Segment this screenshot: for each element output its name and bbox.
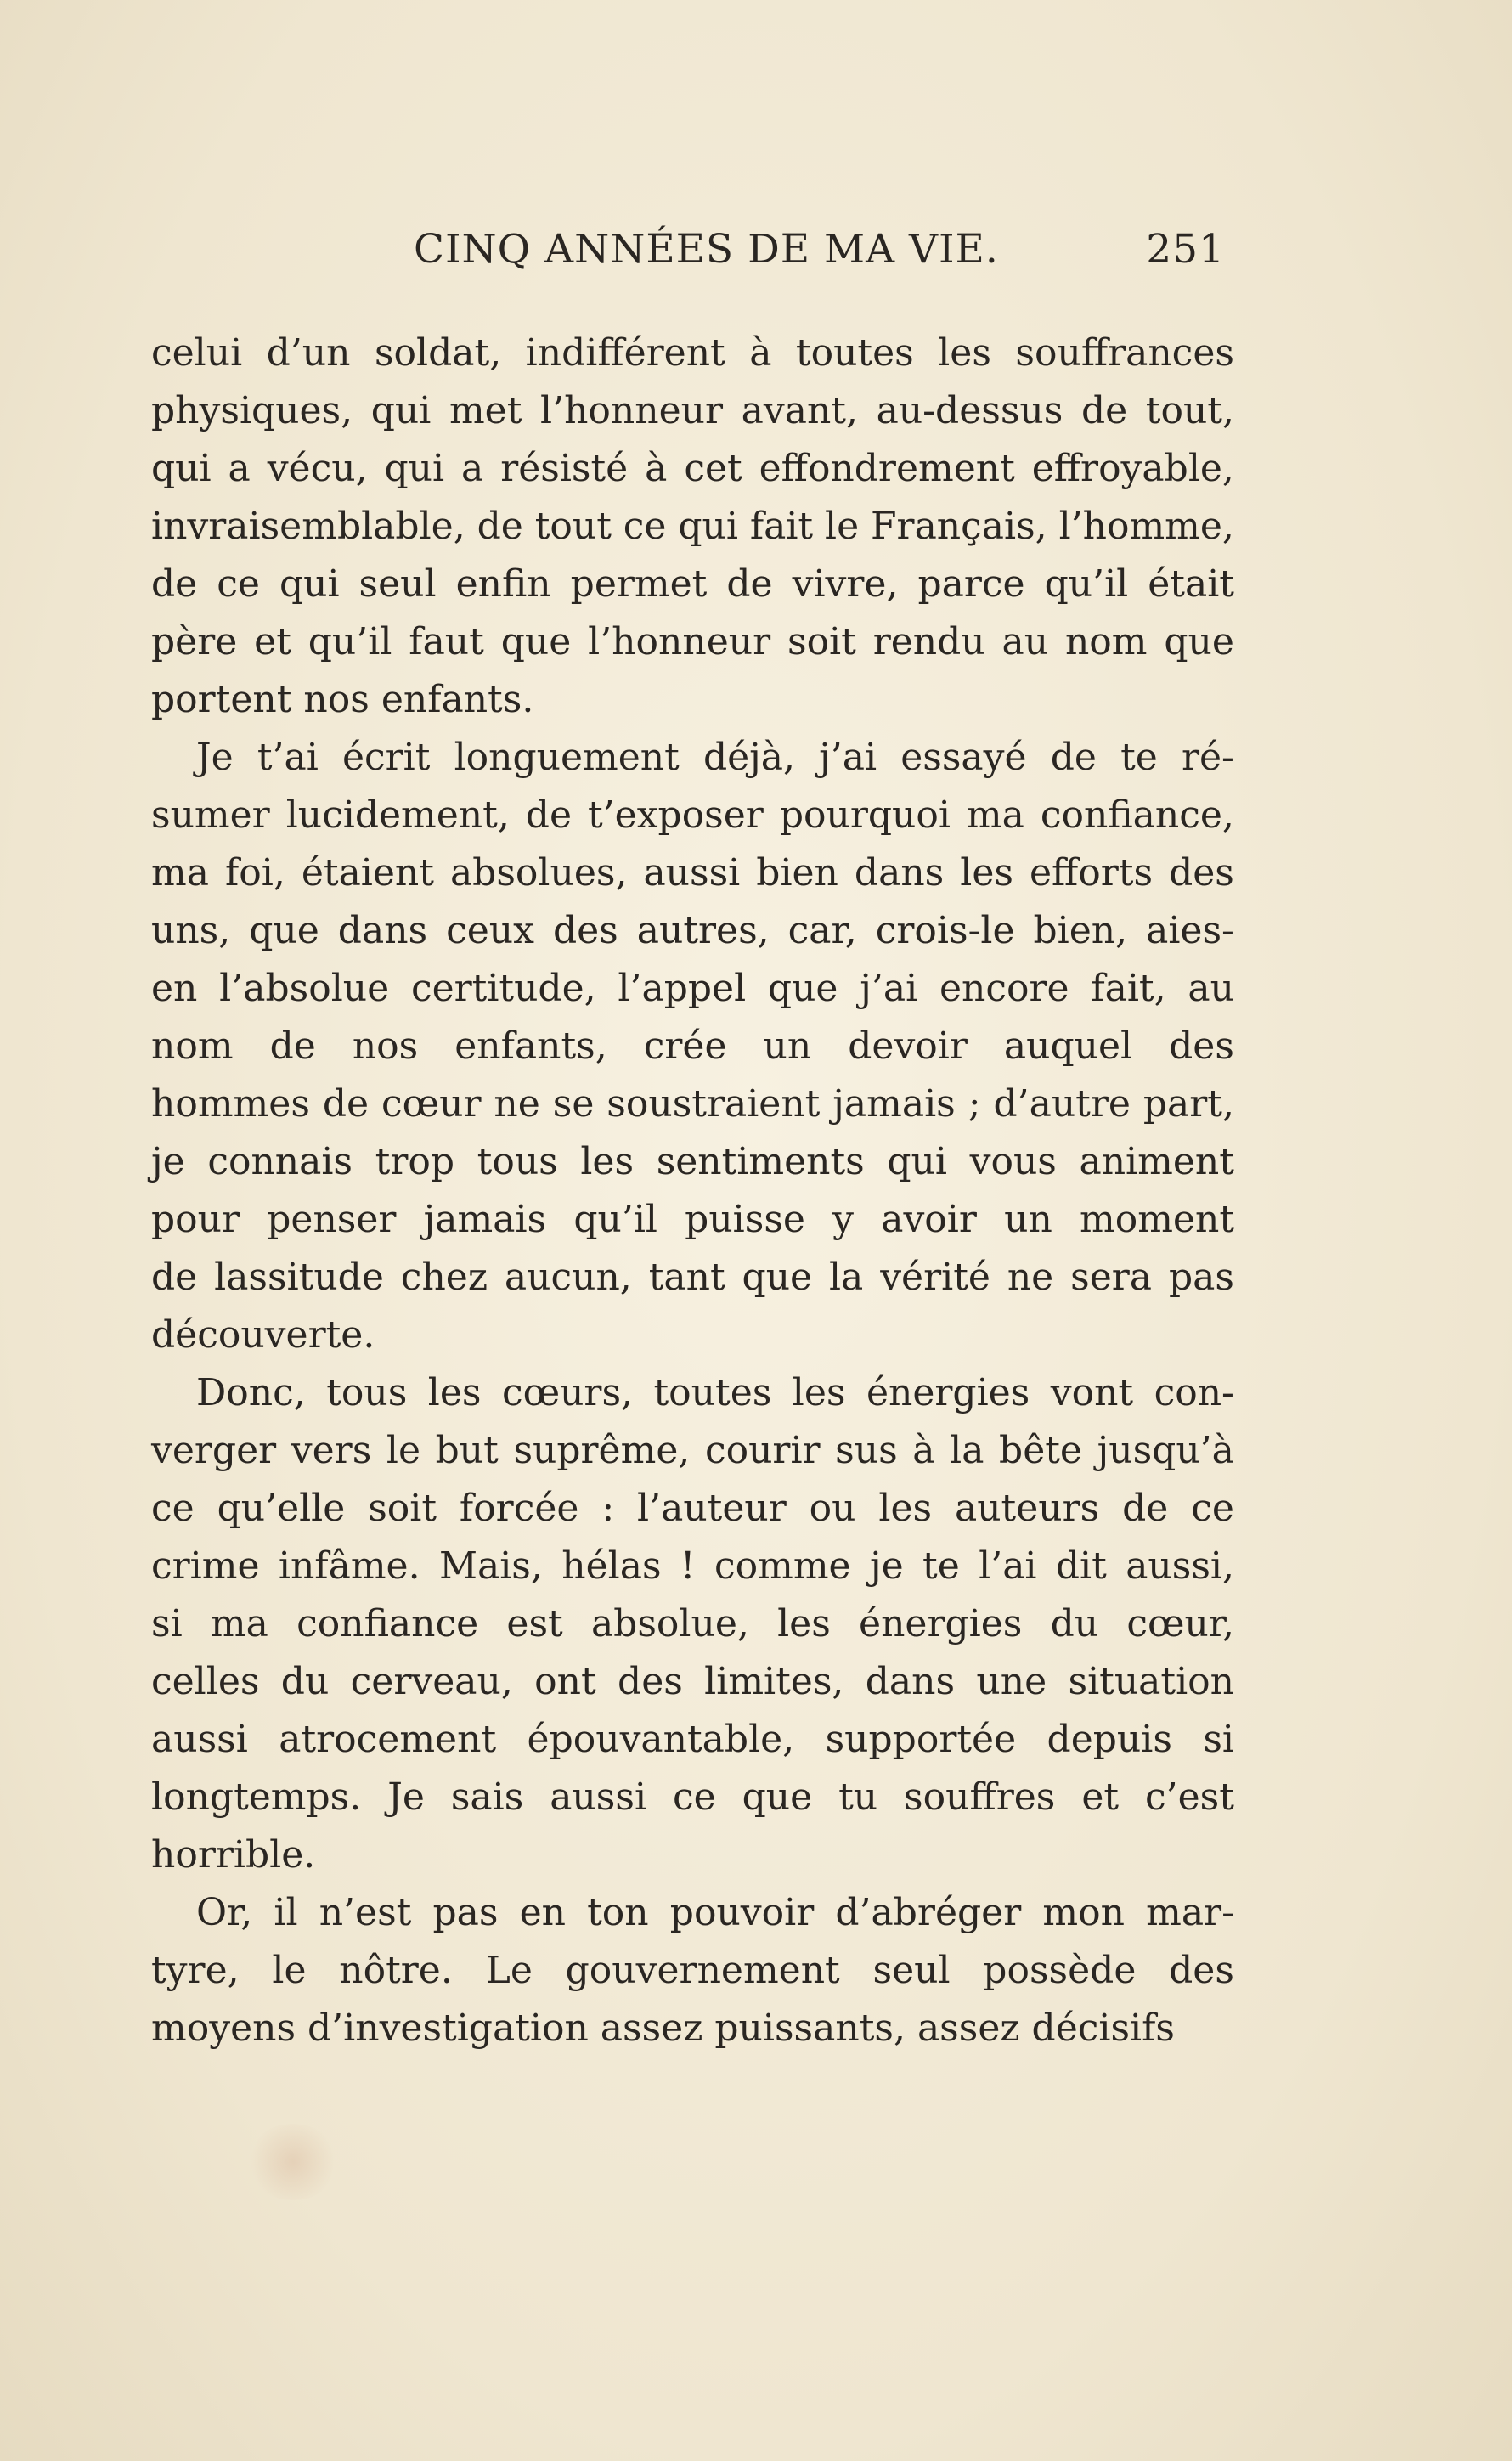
text-line: longtemps. Je sais aussi ce que tu souffres et c’est	[151, 1775, 1234, 1819]
text-line: aussi atrocement épouvantable, supportée depuis si	[151, 1718, 1234, 1761]
text-line: uns, que dans ceux des autres, car, crois-le bien, aies-	[151, 909, 1234, 952]
text-line: qui a vécu, qui a résisté à cet effondrement effroyable,	[151, 447, 1234, 490]
text-line: verger vers le but suprême, courir sus à la bête jusqu’à	[151, 1429, 1234, 1472]
text-line: je connais trop tous les sentiments qui vous animent	[151, 1140, 1234, 1183]
text-line: Or, il n’est pas en ton pouvoir d’abréger mon mar-	[196, 1891, 1234, 1934]
text-line: crime infâme. Mais, hélas ! comme je te l’ai dit aussi,	[151, 1544, 1234, 1588]
text-line: hommes de cœur ne se soustraient jamais ; d’autre part,	[151, 1082, 1234, 1126]
text-line: celui d’un soldat, indifférent à toutes les souffrances	[151, 331, 1234, 375]
text-line: nom de nos enfants, crée un devoir auquel des	[151, 1024, 1234, 1068]
text-line: de lassitude chez aucun, tant que la vérité ne sera pas	[151, 1256, 1234, 1299]
text-line: ce qu’elle soit forcée : l’auteur ou les auteurs de ce	[151, 1487, 1234, 1530]
text-line: Je t’ai écrit longuement déjà, j’ai essayé de te ré-	[196, 736, 1234, 779]
text-line: découverte.	[151, 1313, 375, 1357]
text-line: portent nos enfants.	[151, 678, 534, 721]
text-line: sumer lucidement, de t’exposer pourquoi ma confiance,	[151, 793, 1234, 837]
text-line: ma foi, étaient absolues, aussi bien dans les efforts des	[151, 851, 1234, 895]
text-line: pour penser jamais qu’il puisse y avoir un moment	[151, 1198, 1234, 1241]
text-line: moyens d’investigation assez puissants, assez décisifs	[151, 2007, 1175, 2050]
text-line: physiques, qui met l’honneur avant, au-dessus de tout,	[151, 389, 1234, 432]
text-line: Donc, tous les cœurs, toutes les énergies vont con-	[196, 1371, 1234, 1414]
body-text	[151, 325, 1234, 2057]
text-line: celles du cerveau, ont des limites, dans une situation	[151, 1660, 1234, 1703]
text-line: si ma confiance est absolue, les énergies du cœur,	[151, 1602, 1234, 1645]
running-title: CINQ ANNÉES DE MA VIE.	[414, 226, 999, 273]
paper-stain	[246, 2124, 340, 2200]
text-line: tyre, le nôtre. Le gouvernement seul possède des	[151, 1949, 1234, 1992]
text-line: en l’absolue certitude, l’appel que j’ai encore fait, au	[151, 967, 1234, 1010]
text-line: de ce qui seul enfin permet de vivre, parce qu’il était	[151, 562, 1234, 606]
text-line: invraisemblable, de tout ce qui fait le Français, l’homme,	[151, 505, 1234, 548]
text-line: horrible.	[151, 1833, 316, 1877]
text-line: père et qu’il faut que l’honneur soit rendu au nom que	[151, 620, 1234, 663]
page-number: 251	[1146, 226, 1225, 273]
